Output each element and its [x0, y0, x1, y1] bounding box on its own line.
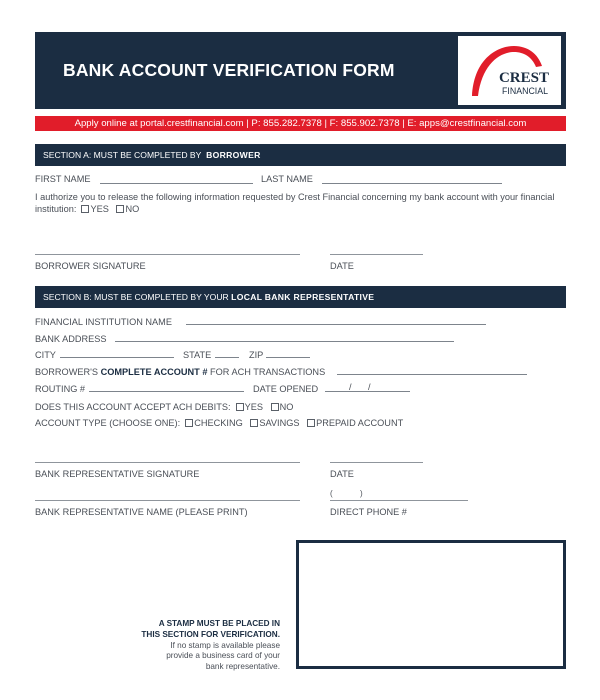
- zip-label: ZIP: [249, 350, 264, 360]
- section-b-title: SECTION B: MUST BE COMPLETED BY YOUR: [43, 292, 229, 302]
- account-bold: COMPLETE ACCOUNT #: [100, 367, 208, 377]
- ach-no-option[interactable]: [271, 402, 294, 412]
- routing-label: ROUTING #: [35, 384, 86, 394]
- bank-address-label: BANK ADDRESS: [35, 334, 107, 344]
- authorization-paragraph: [35, 192, 560, 215]
- rep-signature-field[interactable]: [35, 462, 300, 463]
- yes-label: YES: [90, 203, 109, 214]
- yes-label: YES: [244, 402, 264, 412]
- svg-text:FINANCIAL: FINANCIAL: [502, 86, 548, 96]
- no-label: NO: [125, 203, 140, 214]
- routing-field[interactable]: [89, 391, 244, 392]
- rep-signature-label: BANK REPRESENTATIVE SIGNATURE: [35, 469, 200, 479]
- checkbox[interactable]: [307, 419, 315, 427]
- stamp-note-1: If no stamp is available please: [170, 640, 280, 650]
- section-b-header: [35, 286, 566, 308]
- borrower-date-field[interactable]: [330, 254, 423, 255]
- bank-address-field[interactable]: [115, 341, 454, 342]
- section-a-title-bold: BORROWER: [206, 150, 261, 160]
- date-opened-label: DATE OPENED: [253, 384, 319, 394]
- state-field[interactable]: [215, 357, 239, 358]
- account-type-text: ACCOUNT TYPE (CHOOSE ONE):: [35, 418, 181, 428]
- ach-question-text: DOES THIS ACCOUNT ACCEPT ACH DEBITS:: [35, 402, 231, 412]
- rep-date-field[interactable]: [330, 462, 423, 463]
- account-type-question: [35, 418, 408, 428]
- no-label: NO: [279, 402, 294, 412]
- state-label: STATE: [183, 350, 212, 360]
- city-field[interactable]: [60, 357, 174, 358]
- direct-phone-label: DIRECT PHONE #: [330, 507, 407, 517]
- form-title: BANK ACCOUNT VERIFICATION FORM: [63, 60, 395, 80]
- checkbox[interactable]: [81, 205, 89, 213]
- authorize-no-option[interactable]: [116, 204, 139, 216]
- stamp-note-2: provide a business card of your: [166, 651, 280, 661]
- contact-bar: Apply online at portal.crestfinancial.com | P: 855.282.7378 | F: 855.902.7378 | E: apps@crestfinancial.com: [35, 116, 566, 131]
- rep-date-label: DATE: [330, 469, 354, 479]
- svg-text:CREST: CREST: [498, 70, 549, 86]
- last-name-label: LAST NAME: [261, 174, 313, 184]
- phone-area-close: ): [360, 489, 363, 498]
- checking-option[interactable]: [185, 418, 243, 428]
- red-arch-logo-icon: [458, 36, 561, 105]
- savings-option[interactable]: [250, 418, 299, 428]
- section-a-header: [35, 144, 566, 166]
- checkbox[interactable]: [250, 419, 258, 427]
- institution-name-field[interactable]: [186, 324, 486, 325]
- form-header: [35, 32, 566, 109]
- stamp-area[interactable]: [296, 540, 566, 669]
- zip-field[interactable]: [266, 357, 310, 358]
- rep-name-label: BANK REPRESENTATIVE NAME (PLEASE PRINT): [35, 507, 248, 517]
- section-a-title: SECTION A: MUST BE COMPLETED BY: [43, 150, 202, 160]
- account-number-field[interactable]: [337, 374, 527, 375]
- checkbox[interactable]: [271, 403, 279, 411]
- ach-debits-question: [35, 402, 298, 412]
- direct-phone-field[interactable]: [330, 500, 468, 501]
- prepaid-option[interactable]: [307, 418, 403, 428]
- prepaid-label: PREPAID ACCOUNT: [316, 418, 404, 428]
- stamp-instructions: [100, 619, 280, 673]
- first-name-field[interactable]: [100, 183, 253, 184]
- authorization-text: I authorize you to release the following information requested by Crest Financial concerning my bank account with your financial institution:: [35, 192, 555, 214]
- borrower-signature-field[interactable]: [35, 254, 300, 255]
- stamp-heading-2: THIS SECTION FOR VERIFICATION.: [141, 629, 280, 639]
- section-b-title-bold: LOCAL BANK REPRESENTATIVE: [231, 292, 375, 302]
- borrower-date-label: DATE: [330, 261, 354, 271]
- checkbox[interactable]: [185, 419, 193, 427]
- account-prefix: BORROWER'S: [35, 367, 99, 377]
- phone-area-open: (: [330, 489, 333, 498]
- crest-financial-logo: [458, 36, 561, 105]
- date-separator: /: [349, 382, 352, 392]
- checkbox[interactable]: [236, 403, 244, 411]
- account-suffix: FOR ACH TRANSACTIONS: [210, 367, 326, 377]
- savings-label: SAVINGS: [259, 418, 300, 428]
- account-number-label: [35, 367, 325, 377]
- checkbox[interactable]: [116, 205, 124, 213]
- checking-label: CHECKING: [194, 418, 243, 428]
- first-name-label: FIRST NAME: [35, 174, 91, 184]
- rep-name-field[interactable]: [35, 500, 300, 501]
- city-label: CITY: [35, 350, 56, 360]
- last-name-field[interactable]: [322, 183, 502, 184]
- stamp-heading-1: A STAMP MUST BE PLACED IN: [158, 619, 280, 628]
- institution-name-label: FINANCIAL INSTITUTION NAME: [35, 317, 172, 327]
- ach-yes-option[interactable]: [236, 402, 263, 412]
- date-separator: /: [368, 382, 371, 392]
- authorize-yes-option[interactable]: [81, 204, 108, 216]
- borrower-signature-label: BORROWER SIGNATURE: [35, 261, 146, 271]
- stamp-note-3: bank representative.: [205, 662, 280, 672]
